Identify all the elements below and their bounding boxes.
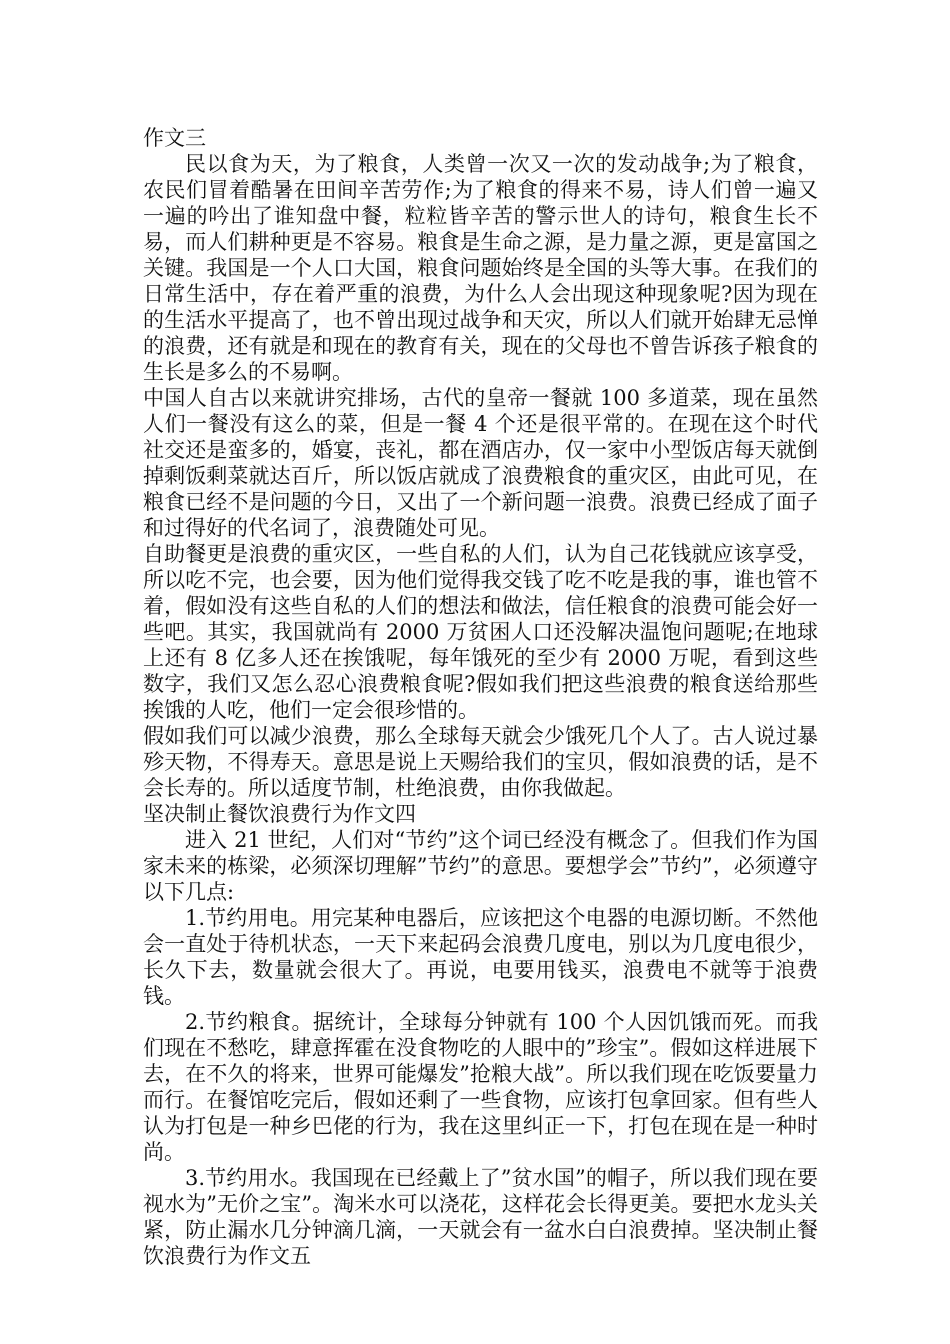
- essay-3-heading: 作文三: [143, 126, 206, 150]
- essay-4-point-2: 2.节约粮食。据统计，全球每分钟就有 100 个人因饥饿而死。而我们现在不愁吃，肆意挥霍在没食物吃的人眼中的”珍宝”。假如这样进展下去，在不久的将来，世界可能爆发”抢粮大战”。所以我们现在吃饭要量力而行。在餐馆吃完后，假如还剩了一些食物，应该打包拿回家。但有些人认为打包是一种乡巴佬的行为，我在这里纠正一下，打包在现在是一种时尚。: [143, 1010, 818, 1164]
- document-page: [143, 125, 818, 1269]
- essay-3-paragraph-1: 民以食为天，为了粮食，人类曾一次又一次的发动战争;为了粮食，农民们冒着酷暑在田间辛苦劳作;为了粮食的得来不易，诗人们曾一遍又一遍的吟出了谁知盘中餐，粒粒皆辛苦的警示世人的诗句，粮食生长不易，而人们耕种更是不容易。粮食是生命之源，是力量之源，更是富国之关键。我国是一个人口大国，粮食问题始终是全国的头等大事。在我们的日常生活中，存在着严重的浪费，为什么人会出现这种现象呢?因为现在的生活水平提高了，也不曾出现过战争和天灾，所以人们就开始肆无忌惮的浪费，还有就是和现在的教育有关，现在的父母也不曾告诉孩子粮食的生长是多么的不易啊。: [143, 152, 818, 384]
- essay-3-paragraph-2: 中国人自古以来就讲究排场，古代的皇帝一餐就 100 多道菜，现在虽然人们一餐没有这么的菜，但是一餐 4 个还是很平常的。在现在这个时代社交还是蛮多的，婚宴，丧礼，都在酒店办，仅一家中小型饭店每天就倒掉剩饭剩菜就达百斤，所以饭店就成了浪费粮食的重灾区，由此可见，在粮食已经不是问题的今日，又出了一个新问题一浪费。浪费已经成了面子和过得好的代名词了，浪费随处可见。: [143, 386, 818, 540]
- essay-4-point-3: 3.节约用水。我国现在已经戴上了”贫水国”的帽子，所以我们现在要视水为”无价之宝”。淘米水可以浇花，这样花会长得更美。要把水龙头关紧，防止漏水几分钟滴几滴，一天就会有一盆水白白浪费掉。坚决制止餐饮浪费行为作文五: [143, 1166, 818, 1268]
- essay-4-intro: 进入 21 世纪，人们对“节约”这个词已经没有概念了。但我们作为国家未来的栋梁，必须深切理解”节约”的意思。要想学会”节约”，必须遵守以下几点:: [143, 828, 818, 904]
- essay-4-point-1: 1.节约用电。用完某种电器后，应该把这个电器的电源切断。不然他会一直处于待机状态，一天下来起码会浪费几度电，别以为几度电很少，长久下去，数量就会很大了。再说，电要用钱买，浪费电不就等于浪费钱。: [143, 906, 818, 1008]
- essay-3-paragraph-4: 假如我们可以减少浪费，那么全球每天就会少饿死几个人了。古人说过暴殄天物，不得寿天。意思是说上天赐给我们的宝贝，假如浪费的话，是不会长寿的。所以适度节制，杜绝浪费，由你我做起。: [143, 724, 818, 800]
- essay-4-heading: 坚决制止餐饮浪费行为作文四: [143, 802, 416, 826]
- essay-3-paragraph-3: 自助餐更是浪费的重灾区，一些自私的人们，认为自己花钱就应该享受，所以吃不完，也会要，因为他们觉得我交钱了吃不吃是我的事，谁也管不着，假如没有这些自私的人们的想法和做法，信任粮食的浪费可能会好一些吧。其实，我国就尚有 2000 万贫困人口还没解决温饱问题呢;在地球上还有 8 亿多人还在挨饿呢，每年饿死的至少有 2000 万呢，看到这些数字，我们又怎么忍心浪费粮食呢?假如我们把这些浪费的粮食送给那些挨饿的人吃，他们一定会很珍惜的。: [143, 542, 818, 722]
